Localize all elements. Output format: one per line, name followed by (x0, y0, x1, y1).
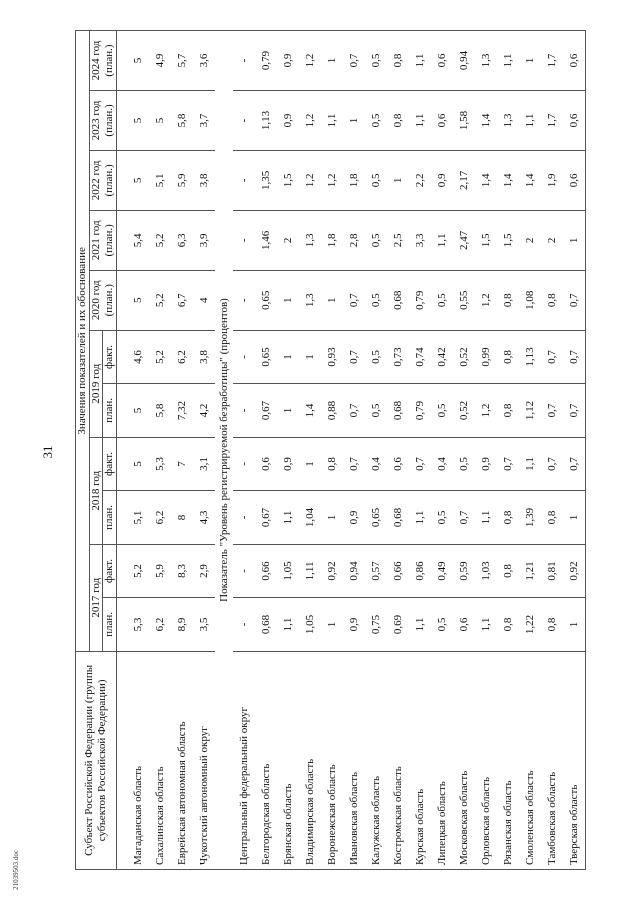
year-2017-header: 2017 год (89, 544, 103, 651)
value-cell: 4 (193, 270, 215, 330)
value-cell: 4,6 (127, 330, 149, 384)
year-2021-header: 2021 год (план.) (89, 210, 116, 270)
value-cell: 0,9 (431, 150, 453, 210)
value-cell: 5,1 (127, 491, 149, 545)
value-cell: 5,4 (127, 210, 149, 270)
value-cell: 6,2 (149, 598, 171, 652)
year-2019-header: 2019 год (89, 330, 103, 437)
value-cell: 0,8 (497, 544, 519, 598)
value-cell: 0,4 (431, 437, 453, 491)
value-cell: 0,88 (321, 384, 343, 438)
value-cell: 0,5 (431, 270, 453, 330)
value-cell: 0,8 (497, 330, 519, 384)
value-cell: 2,17 (453, 150, 475, 210)
region-name: Липецкая область (431, 651, 453, 869)
value-cell: 1,2 (475, 384, 497, 438)
value-cell: 0,68 (387, 270, 409, 330)
value-cell: 1,5 (277, 150, 299, 210)
spacer-row (116, 31, 127, 870)
region-name: Белгородская область (255, 651, 277, 869)
value-cell: 1,22 (519, 598, 541, 652)
table-row (475, 31, 497, 870)
value-cell: 1,3 (299, 210, 321, 270)
value-cell: 0,68 (387, 491, 409, 545)
value-cell: 1,3 (475, 31, 497, 91)
region-name: Смоленская область (519, 651, 541, 869)
value-cell: 6,3 (171, 210, 193, 270)
value-cell: 0,49 (431, 544, 453, 598)
value-cell: 0,8 (497, 598, 519, 652)
table-row (277, 31, 299, 870)
value-cell: 0,5 (365, 210, 387, 270)
value-cell: 1,13 (255, 91, 277, 151)
value-cell: 1,13 (519, 330, 541, 384)
value-cell: 6,2 (149, 491, 171, 545)
value-cell: 1,1 (321, 91, 343, 151)
value-cell: 0,6 (431, 91, 453, 151)
value-cell: 1,5 (475, 210, 497, 270)
value-cell: 2 (541, 210, 563, 270)
value-cell: - (233, 150, 255, 210)
value-cell: 0,69 (387, 598, 409, 652)
file-name: 21039503.doc (12, 850, 20, 890)
value-cell: 1,46 (255, 210, 277, 270)
value-cell: 1,8 (321, 210, 343, 270)
value-cell: 1,1 (409, 31, 431, 91)
value-cell: 0,7 (541, 384, 563, 438)
table-body (116, 31, 585, 870)
value-cell: 3,3 (409, 210, 431, 270)
value-cell: 0,6 (431, 31, 453, 91)
value-cell: 0,5 (431, 491, 453, 545)
value-cell: 1,39 (519, 491, 541, 545)
fact-header: факт. (103, 330, 117, 384)
value-cell: 1,8 (343, 150, 365, 210)
value-cell: 1,1 (277, 598, 299, 652)
region-name: Орловская область (475, 651, 497, 869)
value-cell: 0,6 (563, 91, 586, 151)
value-cell: 0,6 (563, 150, 586, 210)
year-2018-header: 2018 год (89, 437, 103, 544)
region-name: Брянская область (277, 651, 299, 869)
value-cell: 0,55 (453, 270, 475, 330)
value-cell: 5 (127, 384, 149, 438)
value-cell: 0,5 (431, 598, 453, 652)
value-cell: 5 (127, 91, 149, 151)
value-cell: 1,2 (475, 270, 497, 330)
value-cell: 6,7 (171, 270, 193, 330)
plan-header: план. (103, 491, 117, 545)
page-number: 31 (40, 445, 55, 459)
region-name: Тверская область (563, 651, 586, 869)
value-cell: - (233, 330, 255, 384)
value-cell: 0,9 (343, 491, 365, 545)
value-cell: 0,94 (453, 31, 475, 91)
value-cell: 0,7 (563, 384, 586, 438)
value-cell: 1,05 (277, 544, 299, 598)
value-cell: 1,1 (497, 31, 519, 91)
value-cell: 1,1 (475, 491, 497, 545)
value-cell: 4,3 (193, 491, 215, 545)
value-cell: 1,58 (453, 91, 475, 151)
value-cell: 0,6 (387, 437, 409, 491)
table-row (343, 31, 365, 870)
value-cell: 0,65 (255, 270, 277, 330)
region-name: Калужская область (365, 651, 387, 869)
value-cell: 1,1 (409, 491, 431, 545)
value-cell: 0,5 (365, 384, 387, 438)
plan-header: план. (103, 598, 117, 652)
value-cell: 1 (343, 91, 365, 151)
value-cell: 1,4 (475, 91, 497, 151)
value-cell: 3,8 (193, 330, 215, 384)
region-name: Ивановская область (343, 651, 365, 869)
value-cell: 0,75 (365, 598, 387, 652)
value-cell: 0,81 (541, 544, 563, 598)
value-cell: 5,3 (127, 598, 149, 652)
value-cell: - (233, 437, 255, 491)
value-cell: 0,8 (541, 270, 563, 330)
value-cell: 3,6 (193, 31, 215, 91)
value-cell: 1,12 (519, 384, 541, 438)
value-cell: 0,8 (497, 491, 519, 545)
value-cell: 5,9 (149, 544, 171, 598)
value-cell: 0,5 (365, 330, 387, 384)
value-cell: 1,4 (497, 150, 519, 210)
value-cell: 0,9 (343, 598, 365, 652)
value-cell: 5,7 (171, 31, 193, 91)
table-row (365, 31, 387, 870)
value-cell: 5 (127, 437, 149, 491)
value-cell: - (233, 210, 255, 270)
value-cell: 5,2 (127, 544, 149, 598)
value-cell: 3,1 (193, 437, 215, 491)
value-cell: 0,66 (387, 544, 409, 598)
value-cell: 1,5 (497, 210, 519, 270)
value-cell: 1,2 (299, 31, 321, 91)
value-cell: - (233, 270, 255, 330)
indicator-title: Показатель "Уровень регистрируемой безработицы" (процентов) (215, 31, 233, 870)
year-2022-header: 2022 год (план.) (89, 150, 116, 210)
value-cell: 0,7 (563, 270, 586, 330)
region-name: Чукотский автономный округ (193, 651, 215, 869)
indicator-row (215, 31, 233, 870)
indicator-table (75, 30, 586, 870)
value-cell: 0,73 (387, 330, 409, 384)
table-row (255, 31, 277, 870)
value-cell: 0,42 (431, 330, 453, 384)
value-cell: 0,7 (541, 330, 563, 384)
value-cell: - (233, 384, 255, 438)
table-row (171, 31, 193, 870)
value-cell: 1 (387, 150, 409, 210)
value-cell: 5,9 (171, 150, 193, 210)
value-cell: 0,79 (409, 384, 431, 438)
value-cell: 1,1 (519, 91, 541, 151)
value-cell: 0,57 (365, 544, 387, 598)
year-2024-header: 2024 год (план.) (89, 31, 116, 91)
table-row (409, 31, 431, 870)
value-cell: 0,7 (343, 330, 365, 384)
value-cell: - (233, 491, 255, 545)
table-row (149, 31, 171, 870)
value-cell: 1 (277, 384, 299, 438)
value-cell: 5,1 (149, 150, 171, 210)
value-cell: 1,1 (409, 598, 431, 652)
value-cell: 0,99 (475, 330, 497, 384)
value-cell: 0,79 (409, 270, 431, 330)
value-cell: 4,2 (193, 384, 215, 438)
fact-header: факт. (103, 544, 117, 598)
value-cell: 1 (563, 210, 586, 270)
value-cell: 5,2 (149, 330, 171, 384)
value-cell: 1,3 (299, 270, 321, 330)
value-cell: 6,2 (171, 330, 193, 384)
value-cell: 0,79 (255, 31, 277, 91)
value-cell: 2,8 (343, 210, 365, 270)
value-cell: - (233, 598, 255, 652)
value-cell: 1,35 (255, 150, 277, 210)
value-cell: 0,7 (563, 437, 586, 491)
table-row (233, 31, 255, 870)
value-cell: 0,7 (343, 437, 365, 491)
value-cell: 1 (563, 598, 586, 652)
region-name: Московская область (453, 651, 475, 869)
value-cell: 5,3 (149, 437, 171, 491)
value-cell: 1,03 (475, 544, 497, 598)
value-cell: 1 (277, 330, 299, 384)
value-cell: 5,8 (171, 91, 193, 151)
value-cell: 0,65 (255, 330, 277, 384)
value-cell: 1,7 (541, 31, 563, 91)
value-cell: 1 (321, 31, 343, 91)
value-cell: 0,5 (365, 91, 387, 151)
value-cell: - (233, 544, 255, 598)
table-row (387, 31, 409, 870)
value-cell: 3,5 (193, 598, 215, 652)
value-cell: 5 (127, 270, 149, 330)
value-cell: 1 (321, 491, 343, 545)
value-cell: 0,7 (541, 437, 563, 491)
table-row (519, 31, 541, 870)
region-name: Воронежская область (321, 651, 343, 869)
value-cell: 0,67 (255, 491, 277, 545)
subject-header: Субъект Российской Федерации (группы субъектов Российской Федерации) (76, 651, 117, 869)
value-cell: 1 (321, 598, 343, 652)
values-header: Значения показателей и их обоснование (76, 31, 90, 652)
region-name: Владимирская область (299, 651, 321, 869)
table-row (321, 31, 343, 870)
value-cell: 4,9 (149, 31, 171, 91)
year-2023-header: 2023 год (план.) (89, 91, 116, 151)
value-cell: 0,68 (255, 598, 277, 652)
value-cell: 2,47 (453, 210, 475, 270)
value-cell: 1,9 (541, 150, 563, 210)
value-cell: 0,9 (475, 437, 497, 491)
value-cell: 0,5 (431, 384, 453, 438)
table-row (563, 31, 586, 870)
value-cell: 0,5 (365, 31, 387, 91)
value-cell: 0,6 (563, 31, 586, 91)
region-name: Сахалинская область (149, 651, 171, 869)
value-cell: 0,68 (387, 384, 409, 438)
value-cell: 2,5 (387, 210, 409, 270)
value-cell: 0,7 (453, 491, 475, 545)
value-cell: - (233, 91, 255, 151)
region-name: Тамбовская область (541, 651, 563, 869)
value-cell: 0,6 (453, 598, 475, 652)
value-cell: 0,8 (387, 91, 409, 151)
value-cell: 0,52 (453, 384, 475, 438)
value-cell: 0,6 (255, 437, 277, 491)
value-cell: 1,4 (299, 384, 321, 438)
value-cell: 0,7 (343, 270, 365, 330)
value-cell: 5 (127, 150, 149, 210)
value-cell: 0,8 (321, 437, 343, 491)
value-cell: 0,9 (277, 91, 299, 151)
region-name: Магаданская область (127, 651, 149, 869)
value-cell: 0,9 (277, 437, 299, 491)
value-cell: 0,86 (409, 544, 431, 598)
value-cell: 1 (277, 270, 299, 330)
table-row (127, 31, 149, 870)
value-cell: 3,8 (193, 150, 215, 210)
value-cell: 7 (171, 437, 193, 491)
value-cell: 1 (299, 437, 321, 491)
table-row (193, 31, 215, 870)
value-cell: 1 (299, 330, 321, 384)
value-cell: 5 (127, 31, 149, 91)
value-cell: 1,21 (519, 544, 541, 598)
value-cell: 3,9 (193, 210, 215, 270)
value-cell: 1 (519, 31, 541, 91)
value-cell: - (233, 31, 255, 91)
value-cell: 0,8 (541, 491, 563, 545)
table-row (299, 31, 321, 870)
plan-header: план. (103, 384, 117, 438)
value-cell: 0,5 (365, 270, 387, 330)
table-row (431, 31, 453, 870)
value-cell: 1,4 (475, 150, 497, 210)
value-cell: 0,8 (497, 384, 519, 438)
value-cell: 0,52 (453, 330, 475, 384)
value-cell: 1,2 (299, 150, 321, 210)
value-cell: 0,9 (277, 31, 299, 91)
value-cell: 1,1 (519, 437, 541, 491)
value-cell: 0,92 (321, 544, 343, 598)
value-cell: 0,67 (255, 384, 277, 438)
value-cell: 1,1 (277, 491, 299, 545)
value-cell: 0,92 (563, 544, 586, 598)
value-cell: 1,4 (519, 150, 541, 210)
value-cell: 1,1 (475, 598, 497, 652)
region-name: Еврейская автономная область (171, 651, 193, 869)
value-cell: 1,3 (497, 91, 519, 151)
value-cell: 0,74 (409, 330, 431, 384)
year-2020-header: 2020 год (план.) (89, 270, 116, 330)
value-cell: 2,9 (193, 544, 215, 598)
value-cell: 0,8 (541, 598, 563, 652)
region-name: Центральный федеральный округ (233, 651, 255, 869)
value-cell: 0,7 (409, 437, 431, 491)
value-cell: 5,2 (149, 210, 171, 270)
region-name: Курская область (409, 651, 431, 869)
value-cell: 2 (519, 210, 541, 270)
value-cell: 1,2 (299, 91, 321, 151)
value-cell: 0,93 (321, 330, 343, 384)
value-cell: 2,2 (409, 150, 431, 210)
value-cell: 5,8 (149, 384, 171, 438)
value-cell: 1,7 (541, 91, 563, 151)
value-cell: 0,7 (497, 437, 519, 491)
value-cell: 1,2 (321, 150, 343, 210)
value-cell: 0,5 (453, 437, 475, 491)
value-cell: 1 (563, 491, 586, 545)
table-row (541, 31, 563, 870)
value-cell: 2 (277, 210, 299, 270)
fact-header: факт. (103, 437, 117, 491)
value-cell: 0,94 (343, 544, 365, 598)
value-cell: 7,32 (171, 384, 193, 438)
value-cell: 0,7 (343, 384, 365, 438)
value-cell: 1,1 (431, 210, 453, 270)
value-cell: 0,8 (387, 31, 409, 91)
value-cell: 0,59 (453, 544, 475, 598)
value-cell: 0,7 (343, 31, 365, 91)
value-cell: 0,65 (365, 491, 387, 545)
value-cell: 0,7 (563, 330, 586, 384)
value-cell: 0,8 (497, 270, 519, 330)
table-row (453, 31, 475, 870)
value-cell: 1,11 (299, 544, 321, 598)
value-cell: 8,3 (171, 544, 193, 598)
region-name: Костромская область (387, 651, 409, 869)
value-cell: 3,7 (193, 91, 215, 151)
value-cell: 5 (149, 91, 171, 151)
value-cell: 1,04 (299, 491, 321, 545)
value-cell: 8,9 (171, 598, 193, 652)
table-row (497, 31, 519, 870)
value-cell: 5,2 (149, 270, 171, 330)
value-cell: 1,05 (299, 598, 321, 652)
value-cell: 8 (171, 491, 193, 545)
value-cell: 0,66 (255, 544, 277, 598)
value-cell: 1,1 (409, 91, 431, 151)
value-cell: 1,08 (519, 270, 541, 330)
value-cell: 1 (321, 270, 343, 330)
region-name: Рязанская область (497, 651, 519, 869)
value-cell: 0,4 (365, 437, 387, 491)
rotated-table-area (75, 30, 615, 870)
value-cell: 0,5 (365, 150, 387, 210)
